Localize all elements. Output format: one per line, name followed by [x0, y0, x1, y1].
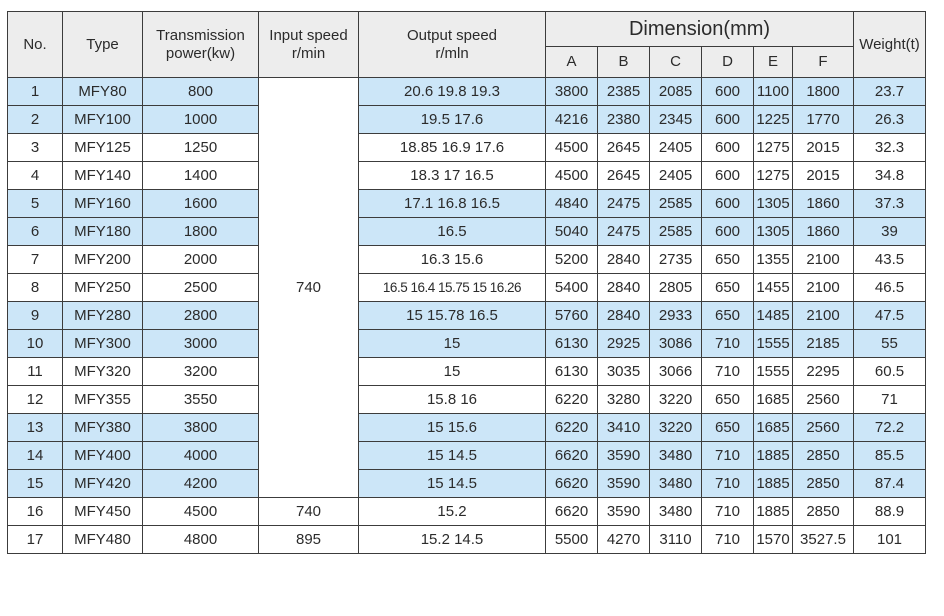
cell-output-speed: 15 14.5 [359, 470, 546, 498]
header-dim-a: A [546, 47, 598, 78]
cell-dim-d: 710 [702, 442, 754, 470]
cell-weight: 101 [854, 526, 926, 554]
cell-dim-d: 710 [702, 498, 754, 526]
cell-no: 15 [8, 470, 63, 498]
cell-dim-f: 2100 [793, 302, 854, 330]
cell-dim-a: 5760 [546, 302, 598, 330]
cell-dim-f: 1770 [793, 106, 854, 134]
cell-dim-f: 1860 [793, 190, 854, 218]
cell-power: 4500 [143, 498, 259, 526]
table-row [8, 274, 926, 302]
cell-dim-c: 3086 [650, 330, 702, 358]
cell-weight: 60.5 [854, 358, 926, 386]
cell-dim-e: 1570 [754, 526, 793, 554]
cell-power: 1250 [143, 134, 259, 162]
cell-no: 7 [8, 246, 63, 274]
spec-table [7, 11, 926, 554]
cell-dim-b: 2475 [598, 190, 650, 218]
cell-dim-c: 3220 [650, 414, 702, 442]
table-row [8, 442, 926, 470]
cell-dim-d: 710 [702, 526, 754, 554]
cell-no: 2 [8, 106, 63, 134]
cell-dim-b: 3410 [598, 414, 650, 442]
cell-dim-b: 2475 [598, 218, 650, 246]
cell-no: 11 [8, 358, 63, 386]
cell-input-speed: 740 [259, 498, 359, 526]
cell-type: MFY140 [63, 162, 143, 190]
cell-dim-e: 1885 [754, 498, 793, 526]
cell-type: MFY160 [63, 190, 143, 218]
cell-dim-b: 4270 [598, 526, 650, 554]
header-weight: Weight(t) [854, 12, 926, 78]
table-row [8, 470, 926, 498]
cell-power: 1600 [143, 190, 259, 218]
cell-dim-c: 2735 [650, 246, 702, 274]
cell-dim-b: 2925 [598, 330, 650, 358]
cell-dim-e: 1100 [754, 78, 793, 106]
cell-type: MFY400 [63, 442, 143, 470]
header-input-line1: Input speed [269, 26, 348, 44]
cell-no: 6 [8, 218, 63, 246]
cell-dim-e: 1685 [754, 414, 793, 442]
cell-output-speed: 15.2 [359, 498, 546, 526]
cell-dim-c: 2585 [650, 190, 702, 218]
cell-weight: 72.2 [854, 414, 926, 442]
header-dim-f: F [793, 47, 854, 78]
cell-no: 3 [8, 134, 63, 162]
cell-output-speed: 15.8 16 [359, 386, 546, 414]
cell-dim-d: 600 [702, 134, 754, 162]
cell-type: MFY200 [63, 246, 143, 274]
cell-weight: 71 [854, 386, 926, 414]
cell-power: 3550 [143, 386, 259, 414]
cell-weight: 87.4 [854, 470, 926, 498]
cell-dim-f: 2100 [793, 274, 854, 302]
table-row [8, 218, 926, 246]
cell-type: MFY450 [63, 498, 143, 526]
cell-dim-d: 710 [702, 330, 754, 358]
cell-output-speed: 16.5 [359, 218, 546, 246]
cell-power: 2500 [143, 274, 259, 302]
cell-dim-f: 2015 [793, 134, 854, 162]
cell-dim-f: 2015 [793, 162, 854, 190]
table-row [8, 302, 926, 330]
cell-weight: 85.5 [854, 442, 926, 470]
cell-dim-c: 2345 [650, 106, 702, 134]
cell-dim-d: 600 [702, 162, 754, 190]
cell-weight: 43.5 [854, 246, 926, 274]
cell-type: MFY355 [63, 386, 143, 414]
cell-dim-a: 6220 [546, 414, 598, 442]
cell-output-speed: 19.5 17.6 [359, 106, 546, 134]
cell-dim-c: 2405 [650, 162, 702, 190]
cell-type: MFY80 [63, 78, 143, 106]
cell-no: 5 [8, 190, 63, 218]
cell-dim-f: 2850 [793, 498, 854, 526]
cell-power: 1800 [143, 218, 259, 246]
table-row [8, 134, 926, 162]
header-input-line2: r/min [291, 44, 326, 62]
cell-no: 8 [8, 274, 63, 302]
cell-dim-f: 1860 [793, 218, 854, 246]
cell-weight: 26.3 [854, 106, 926, 134]
cell-dim-f: 2850 [793, 470, 854, 498]
cell-power: 4800 [143, 526, 259, 554]
cell-weight: 37.3 [854, 190, 926, 218]
cell-dim-d: 600 [702, 218, 754, 246]
header-dim-e: E [754, 47, 793, 78]
header-dim-c: C [650, 47, 702, 78]
cell-input-speed-merged: 740 [259, 78, 359, 498]
cell-power: 3200 [143, 358, 259, 386]
cell-type: MFY125 [63, 134, 143, 162]
table-row [8, 106, 926, 134]
cell-dim-f: 2100 [793, 246, 854, 274]
cell-output-speed: 16.5 16.4 15.75 15 16.26 [359, 274, 546, 302]
cell-weight: 47.5 [854, 302, 926, 330]
cell-dim-e: 1685 [754, 386, 793, 414]
cell-no: 16 [8, 498, 63, 526]
cell-weight: 55 [854, 330, 926, 358]
header-no: No. [8, 12, 63, 78]
cell-output-speed: 16.3 15.6 [359, 246, 546, 274]
cell-dim-f: 3527.5 [793, 526, 854, 554]
cell-power: 4000 [143, 442, 259, 470]
header-dimension: Dimension(mm) [546, 12, 854, 47]
table-row [8, 498, 926, 526]
cell-dim-a: 4500 [546, 134, 598, 162]
cell-dim-e: 1885 [754, 470, 793, 498]
cell-dim-d: 650 [702, 274, 754, 302]
cell-dim-e: 1275 [754, 134, 793, 162]
cell-power: 1400 [143, 162, 259, 190]
header-output-line2: r/mln [435, 44, 469, 62]
cell-weight: 32.3 [854, 134, 926, 162]
cell-output-speed: 15 [359, 358, 546, 386]
cell-dim-b: 2385 [598, 78, 650, 106]
cell-dim-f: 2850 [793, 442, 854, 470]
cell-output-speed: 18.85 16.9 17.6 [359, 134, 546, 162]
cell-type: MFY100 [63, 106, 143, 134]
cell-output-speed: 20.6 19.8 19.3 [359, 78, 546, 106]
cell-dim-b: 2380 [598, 106, 650, 134]
cell-power: 1000 [143, 106, 259, 134]
cell-dim-d: 600 [702, 190, 754, 218]
cell-dim-b: 2645 [598, 134, 650, 162]
table-row [8, 386, 926, 414]
cell-no: 12 [8, 386, 63, 414]
cell-dim-a: 6130 [546, 358, 598, 386]
cell-output-speed: 15 14.5 [359, 442, 546, 470]
cell-dim-b: 2840 [598, 246, 650, 274]
cell-weight: 34.8 [854, 162, 926, 190]
cell-dim-c: 3110 [650, 526, 702, 554]
cell-dim-a: 6220 [546, 386, 598, 414]
table-header [8, 12, 926, 78]
header-power-line2: power(kw) [165, 44, 236, 62]
cell-no: 4 [8, 162, 63, 190]
cell-type: MFY280 [63, 302, 143, 330]
cell-dim-d: 650 [702, 302, 754, 330]
cell-dim-b: 2645 [598, 162, 650, 190]
cell-dim-b: 2840 [598, 302, 650, 330]
cell-dim-d: 650 [702, 414, 754, 442]
cell-dim-f: 2560 [793, 386, 854, 414]
cell-dim-c: 2405 [650, 134, 702, 162]
cell-dim-f: 2560 [793, 414, 854, 442]
header-transmission-power [143, 12, 259, 78]
header-dim-b: B [598, 47, 650, 78]
cell-no: 14 [8, 442, 63, 470]
cell-no: 9 [8, 302, 63, 330]
cell-output-speed: 15 15.6 [359, 414, 546, 442]
cell-dim-c: 3220 [650, 386, 702, 414]
cell-output-speed: 18.3 17 16.5 [359, 162, 546, 190]
cell-dim-e: 1305 [754, 190, 793, 218]
cell-dim-b: 3590 [598, 498, 650, 526]
cell-output-speed: 15 [359, 330, 546, 358]
cell-power: 3000 [143, 330, 259, 358]
cell-output-speed: 17.1 16.8 16.5 [359, 190, 546, 218]
header-type: Type [63, 12, 143, 78]
cell-weight: 39 [854, 218, 926, 246]
cell-dim-d: 710 [702, 470, 754, 498]
cell-type: MFY420 [63, 470, 143, 498]
table-row [8, 330, 926, 358]
header-power-line1: Transmission [156, 26, 245, 44]
table-row [8, 190, 926, 218]
cell-type: MFY480 [63, 526, 143, 554]
cell-no: 1 [8, 78, 63, 106]
cell-dim-a: 4840 [546, 190, 598, 218]
cell-dim-c: 2585 [650, 218, 702, 246]
cell-power: 2000 [143, 246, 259, 274]
cell-input-speed: 895 [259, 526, 359, 554]
cell-dim-d: 600 [702, 106, 754, 134]
cell-weight: 46.5 [854, 274, 926, 302]
cell-dim-d: 600 [702, 78, 754, 106]
cell-dim-b: 3280 [598, 386, 650, 414]
cell-dim-c: 3066 [650, 358, 702, 386]
cell-dim-a: 4216 [546, 106, 598, 134]
cell-no: 13 [8, 414, 63, 442]
cell-power: 4200 [143, 470, 259, 498]
cell-dim-b: 3590 [598, 470, 650, 498]
cell-dim-f: 1800 [793, 78, 854, 106]
cell-dim-a: 6620 [546, 498, 598, 526]
cell-dim-a: 5040 [546, 218, 598, 246]
cell-dim-a: 6620 [546, 470, 598, 498]
cell-type: MFY300 [63, 330, 143, 358]
cell-dim-c: 2085 [650, 78, 702, 106]
cell-power: 3800 [143, 414, 259, 442]
cell-dim-a: 6620 [546, 442, 598, 470]
cell-dim-b: 3590 [598, 442, 650, 470]
cell-dim-c: 3480 [650, 470, 702, 498]
table-body [8, 78, 926, 554]
cell-dim-b: 3035 [598, 358, 650, 386]
header-output-speed [359, 12, 546, 78]
cell-dim-f: 2185 [793, 330, 854, 358]
cell-dim-a: 5400 [546, 274, 598, 302]
cell-dim-f: 2295 [793, 358, 854, 386]
cell-type: MFY250 [63, 274, 143, 302]
cell-no: 17 [8, 526, 63, 554]
cell-dim-c: 2805 [650, 274, 702, 302]
cell-type: MFY380 [63, 414, 143, 442]
cell-power: 800 [143, 78, 259, 106]
cell-dim-d: 710 [702, 358, 754, 386]
cell-dim-e: 1485 [754, 302, 793, 330]
cell-dim-e: 1555 [754, 330, 793, 358]
cell-dim-d: 650 [702, 386, 754, 414]
cell-dim-c: 3480 [650, 498, 702, 526]
cell-output-speed: 15.2 14.5 [359, 526, 546, 554]
table-row [8, 162, 926, 190]
table-row [8, 78, 926, 106]
cell-dim-d: 650 [702, 246, 754, 274]
cell-weight: 88.9 [854, 498, 926, 526]
cell-dim-a: 4500 [546, 162, 598, 190]
table-row [8, 358, 926, 386]
cell-dim-e: 1305 [754, 218, 793, 246]
cell-dim-e: 1555 [754, 358, 793, 386]
header-input-speed [259, 12, 359, 78]
cell-no: 10 [8, 330, 63, 358]
cell-output-speed: 15 15.78 16.5 [359, 302, 546, 330]
table-row [8, 414, 926, 442]
cell-dim-e: 1225 [754, 106, 793, 134]
cell-dim-e: 1455 [754, 274, 793, 302]
cell-weight: 23.7 [854, 78, 926, 106]
header-dim-d: D [702, 47, 754, 78]
cell-dim-a: 3800 [546, 78, 598, 106]
cell-dim-e: 1885 [754, 442, 793, 470]
table-row [8, 246, 926, 274]
cell-dim-a: 6130 [546, 330, 598, 358]
table-row [8, 526, 926, 554]
cell-dim-b: 2840 [598, 274, 650, 302]
cell-dim-c: 3480 [650, 442, 702, 470]
cell-dim-a: 5500 [546, 526, 598, 554]
cell-power: 2800 [143, 302, 259, 330]
cell-type: MFY180 [63, 218, 143, 246]
cell-dim-e: 1355 [754, 246, 793, 274]
cell-dim-c: 2933 [650, 302, 702, 330]
cell-dim-e: 1275 [754, 162, 793, 190]
cell-dim-a: 5200 [546, 246, 598, 274]
header-output-line1: Output speed [406, 26, 498, 44]
cell-type: MFY320 [63, 358, 143, 386]
